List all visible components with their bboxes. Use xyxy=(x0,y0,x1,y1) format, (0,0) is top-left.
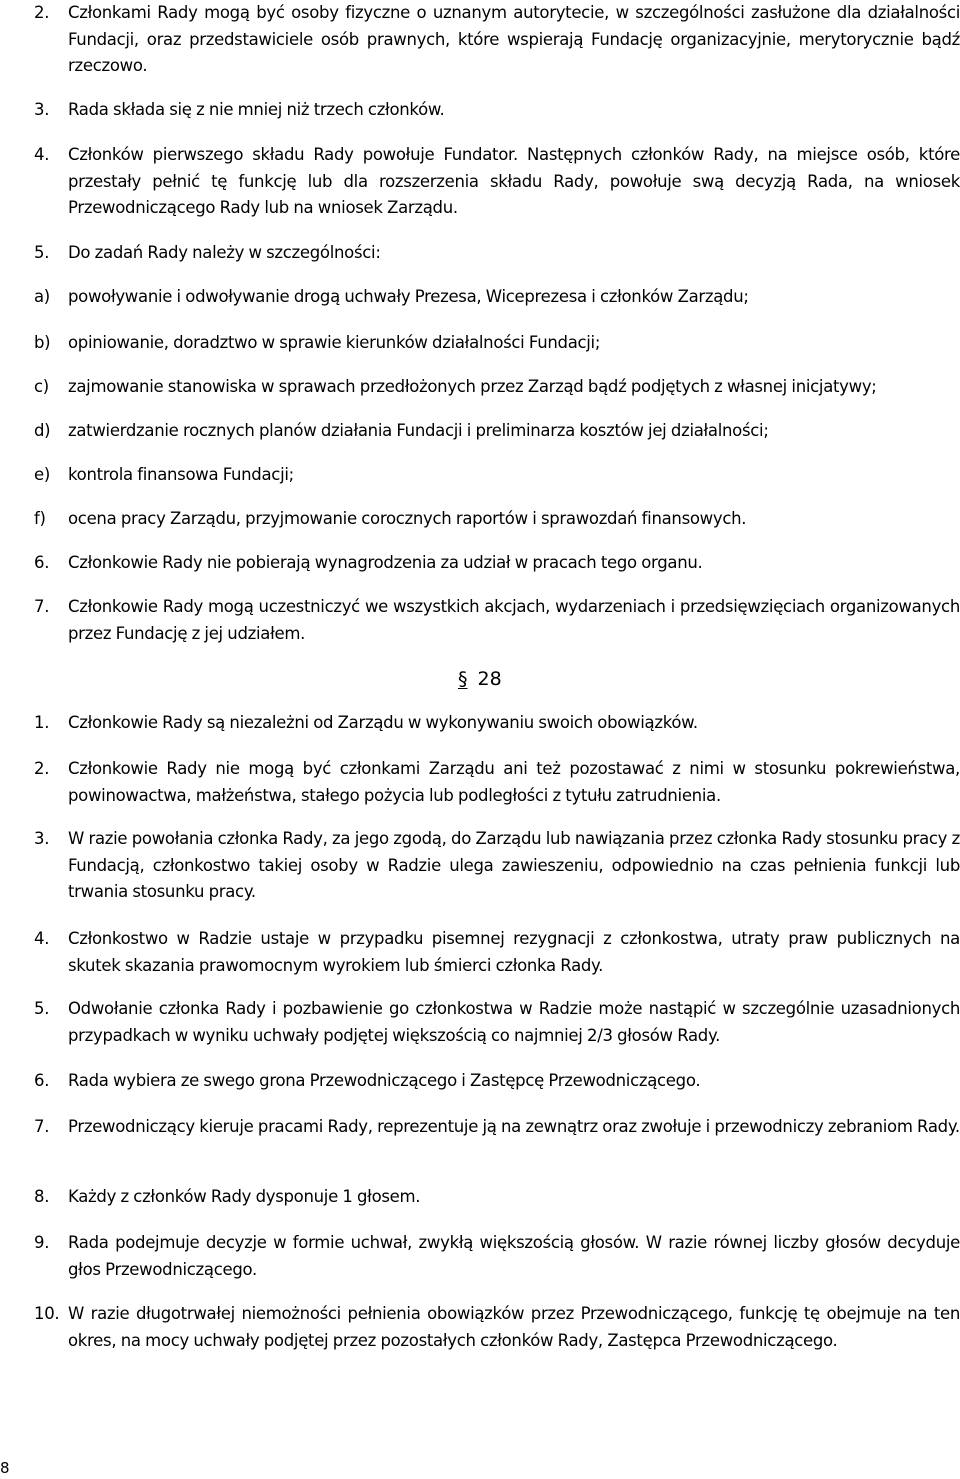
list-item xyxy=(34,506,960,533)
list-item xyxy=(34,926,960,979)
section-number: 28 xyxy=(477,668,502,690)
item-text: Do zadań Rady należy w szczególności: xyxy=(68,243,381,262)
item-number: 9. xyxy=(34,1233,50,1252)
item-number: 2. xyxy=(34,759,50,778)
item-number: 3. xyxy=(34,829,50,848)
list-item xyxy=(34,142,960,222)
item-letter: b) xyxy=(34,333,51,352)
item-text: Członkowie Rady nie pobierają wynagrodzenia za udział w pracach tego organu. xyxy=(68,553,703,572)
item-number: 4. xyxy=(34,145,50,164)
section-heading xyxy=(458,664,502,694)
list-item xyxy=(34,330,960,357)
list-item xyxy=(34,550,960,577)
item-number: 6. xyxy=(34,1071,50,1090)
item-number: 6. xyxy=(34,553,50,572)
list-item xyxy=(34,594,960,647)
item-text: W razie długotrwałej niemożności pełnienia obowiązków przez Przewodniczącego, funkcję tę obejmuje na ten okres, na mocy uchwały podjętej przez pozostałych członków Rady, Zastępca Przewodniczącego. xyxy=(68,1304,960,1350)
list-item xyxy=(34,374,960,401)
item-text: Rada podejmuje decyzje w formie uchwał, zwykłą większością głosów. W razie równej liczby głosów decyduje głos Przewodniczącego. xyxy=(68,1233,960,1279)
item-text: Rada składa się z nie mniej niż trzech członków. xyxy=(68,100,445,119)
item-text: zatwierdzanie rocznych planów działania Fundacji i preliminarza kosztów jej działalności; xyxy=(68,421,769,440)
list-item xyxy=(34,710,960,737)
item-letter: f) xyxy=(34,509,46,528)
item-number: 10. xyxy=(34,1304,60,1323)
page-number: 8 xyxy=(0,1459,10,1477)
item-text: zajmowanie stanowiska w sprawach przedłożonych przez Zarząd bądź podjętych z własnej inicjatywy; xyxy=(68,377,877,396)
item-text: kontrola finansowa Fundacji; xyxy=(68,465,294,484)
list-item xyxy=(34,826,960,906)
list-item xyxy=(34,0,960,80)
item-letter: a) xyxy=(34,287,50,306)
item-number: 2. xyxy=(34,3,50,22)
item-text: Członkowie Rady mogą uczestniczyć we wszystkich akcjach, wydarzeniach i przedsięwzięciach organizowanych przez Fundację z jej udziałem. xyxy=(68,597,960,643)
item-text: W razie powołania członka Rady, za jego zgodą, do Zarządu lub nawiązania przez członka Rady stosunku pracy z Fundacją, członkostwo takiej osoby w Radzie ulega zawieszeniu, odpowiednio na czas pełnienia funkcji lub trwania stosunku pracy. xyxy=(68,829,960,901)
item-text: Członkowie Rady nie mogą być członkami Zarządu ani też pozostawać z nimi w stosunku pokrewieństwa, powinowactwa, małżeństwa, stałego pożycia lub podległości z tytułu zatrudnienia. xyxy=(68,759,960,805)
list-item xyxy=(34,1301,960,1354)
item-number: 5. xyxy=(34,999,50,1018)
item-text: powoływanie i odwoływanie drogą uchwały Prezesa, Wiceprezesa i członków Zarządu; xyxy=(68,287,749,306)
item-text: ocena pracy Zarządu, przyjmowanie corocznych raportów i sprawozdań finansowych. xyxy=(68,509,747,528)
item-text: Członków pierwszego składu Rady powołuje Fundator. Następnych członków Rady, na miejsce osób, które przestały pełnić tę funkcję lub dla rozszerzenia składu Rady, powołuje swą decyzją Rada, na wniosek Przewodniczącego Rady lub na wniosek Zarządu. xyxy=(68,145,960,217)
item-text: Odwołanie członka Rady i pozbawienie go członkostwa w Radzie może nastąpić w szczególnie uzasadnionych przypadkach w wyniku uchwały podjętej większością co najmniej 2/3 głosów Rady. xyxy=(68,999,960,1045)
item-text: Członkami Rady mogą być osoby fizyczne o uznanym autorytecie, w szczególności zasłużone dla działalności Fundacji, oraz przedstawiciele osób prawnych, które wspierają Fundację organizacyjnie, merytorycznie bądź rzeczowo. xyxy=(68,3,960,75)
list-item xyxy=(34,284,960,311)
list-item xyxy=(34,996,960,1049)
item-number: 8. xyxy=(34,1187,50,1206)
item-letter: c) xyxy=(34,377,49,396)
list-item xyxy=(34,97,960,124)
item-number: 4. xyxy=(34,929,50,948)
item-number: 5. xyxy=(34,243,50,262)
list-item xyxy=(34,1230,960,1283)
item-number: 1. xyxy=(34,713,50,732)
item-letter: d) xyxy=(34,421,51,440)
item-text: opiniowanie, doradztwo w sprawie kierunków działalności Fundacji; xyxy=(68,333,601,352)
item-text: Członkowie Rady są niezależni od Zarządu w wykonywaniu swoich obowiązków. xyxy=(68,713,698,732)
list-item xyxy=(34,1068,960,1095)
list-item xyxy=(34,462,960,489)
item-text: Każdy z członków Rady dysponuje 1 głosem. xyxy=(68,1187,421,1206)
item-text: Rada wybiera ze swego grona Przewodniczącego i Zastępcę Przewodniczącego. xyxy=(68,1071,701,1090)
list-item xyxy=(34,1184,960,1211)
item-number: 7. xyxy=(34,597,50,616)
list-item xyxy=(34,240,960,267)
item-number: 3. xyxy=(34,100,50,119)
item-text: Przewodniczący kieruje pracami Rady, reprezentuje ją na zewnątrz oraz zwołuje i przewodniczy zebraniom Rady. xyxy=(68,1117,960,1136)
list-item xyxy=(34,1114,960,1141)
item-text: Członkostwo w Radzie ustaje w przypadku pisemnej rezygnacji z członkostwa, utraty praw publicznych na skutek skazania prawomocnym wyrokiem lub śmierci członka Rady. xyxy=(68,929,960,975)
section-symbol: § xyxy=(458,668,468,690)
list-item xyxy=(34,756,960,809)
list-item xyxy=(34,418,960,445)
item-number: 7. xyxy=(34,1117,50,1136)
item-letter: e) xyxy=(34,465,50,484)
